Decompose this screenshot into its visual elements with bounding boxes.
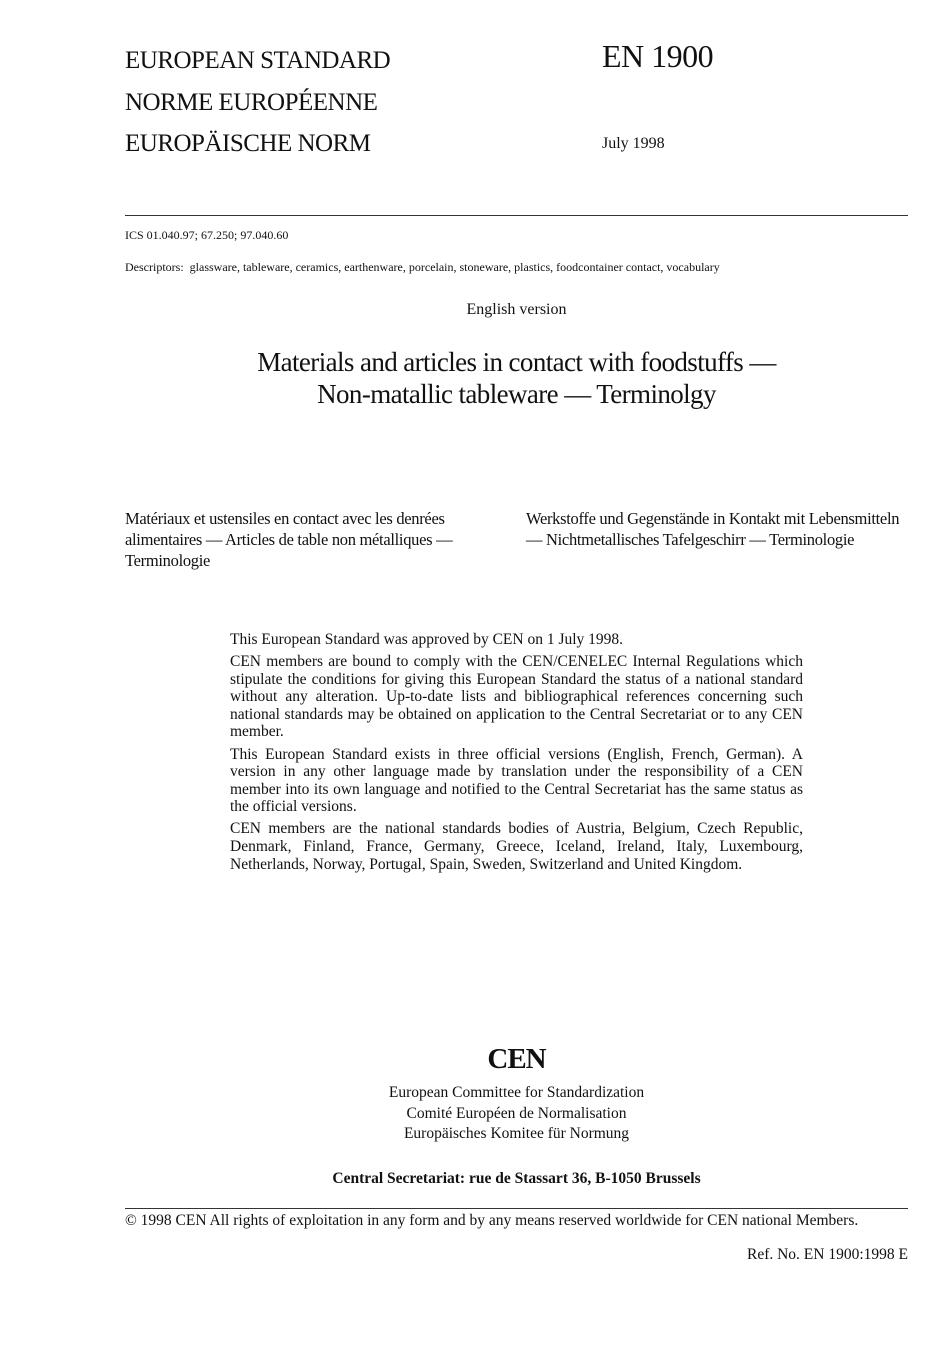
publication-date: July 1998	[602, 135, 665, 152]
committee-name-german: Europäisches Komitee für Normung	[403, 1125, 630, 1142]
standard-name-english: EUROPEAN STANDARD	[125, 47, 391, 74]
language-version: English version	[466, 301, 567, 318]
german-title: Werkstoffe und Gegenstände in Kontakt mit Lebensmitteln — Nichtmetallisches Tafelgeschirr — Terminologie	[526, 509, 900, 549]
document-title	[125, 346, 908, 410]
header-divider	[125, 215, 908, 216]
approval-paragraph: This European Standard was approved by CEN on 1 July 1998.	[230, 631, 624, 648]
reference-number: Ref. No. EN 1900:1998 E	[746, 1246, 908, 1263]
committee-name-english: European Committee for Standardization	[388, 1084, 645, 1101]
ics-codes: ICS 01.040.97; 67.250; 97.040.60	[125, 228, 289, 242]
approval-paragraph: This European Standard exists in three official versions (English, French, German). A version in any other language made by translation under the responsibility of a CEN member into its own language and notified to the Central Secretariat has the same status as the official versions.	[230, 745, 803, 816]
approval-paragraph: CEN members are the national standards bodies of Austria, Belgium, Czech Republic, Denmark, Finland, France, Germany, Greece, Iceland, Ireland, Italy, Luxembourg, Netherlands, Norway, Portugal, Spain, Sweden, Switzerland and United Kingdom.	[230, 820, 803, 873]
title-line-2: Non-matallic tableware — Terminolgy	[317, 379, 716, 409]
descriptors	[125, 260, 720, 275]
french-title: Matériaux et ustensiles en contact avec les denrées alimentaires — Articles de table non métalliques — Terminologie	[125, 509, 453, 570]
cen-logo: CEN	[487, 1043, 546, 1075]
approval-paragraph: CEN members are bound to comply with the CEN/CENELEC Internal Regulations which stipulate the conditions for giving this European Standard the status of a national standard without any alteration. Up-to-date lists and bibliographical references concerning such national standards may be obtained on application to the Central Secretariat or to any CEN member.	[230, 653, 803, 741]
central-secretariat-address: Central Secretariat: rue de Stassart 36, B-1050 Brussels	[332, 1170, 701, 1187]
standard-number: EN 1900	[602, 38, 714, 74]
descriptors-text: glassware, tableware, ceramics, earthenware, porcelain, stoneware, plastics, foodcontainer contact, vocabulary	[189, 260, 720, 274]
approval-notice	[230, 631, 803, 878]
descriptors-label: Descriptors:	[125, 260, 184, 274]
committee-name-french: Comité Européen de Normalisation	[406, 1105, 627, 1122]
copyright-notice: © 1998 CEN All rights of exploitation in any form and by any means reserved worldwide for CEN national Members.	[125, 1212, 859, 1229]
footer-divider	[125, 1208, 908, 1209]
standard-name-german: EUROPÄISCHE NORM	[125, 130, 371, 157]
title-line-1: Materials and articles in contact with foodstuffs —	[257, 347, 776, 377]
standard-name-french: NORME EUROPÉENNE	[125, 89, 378, 116]
